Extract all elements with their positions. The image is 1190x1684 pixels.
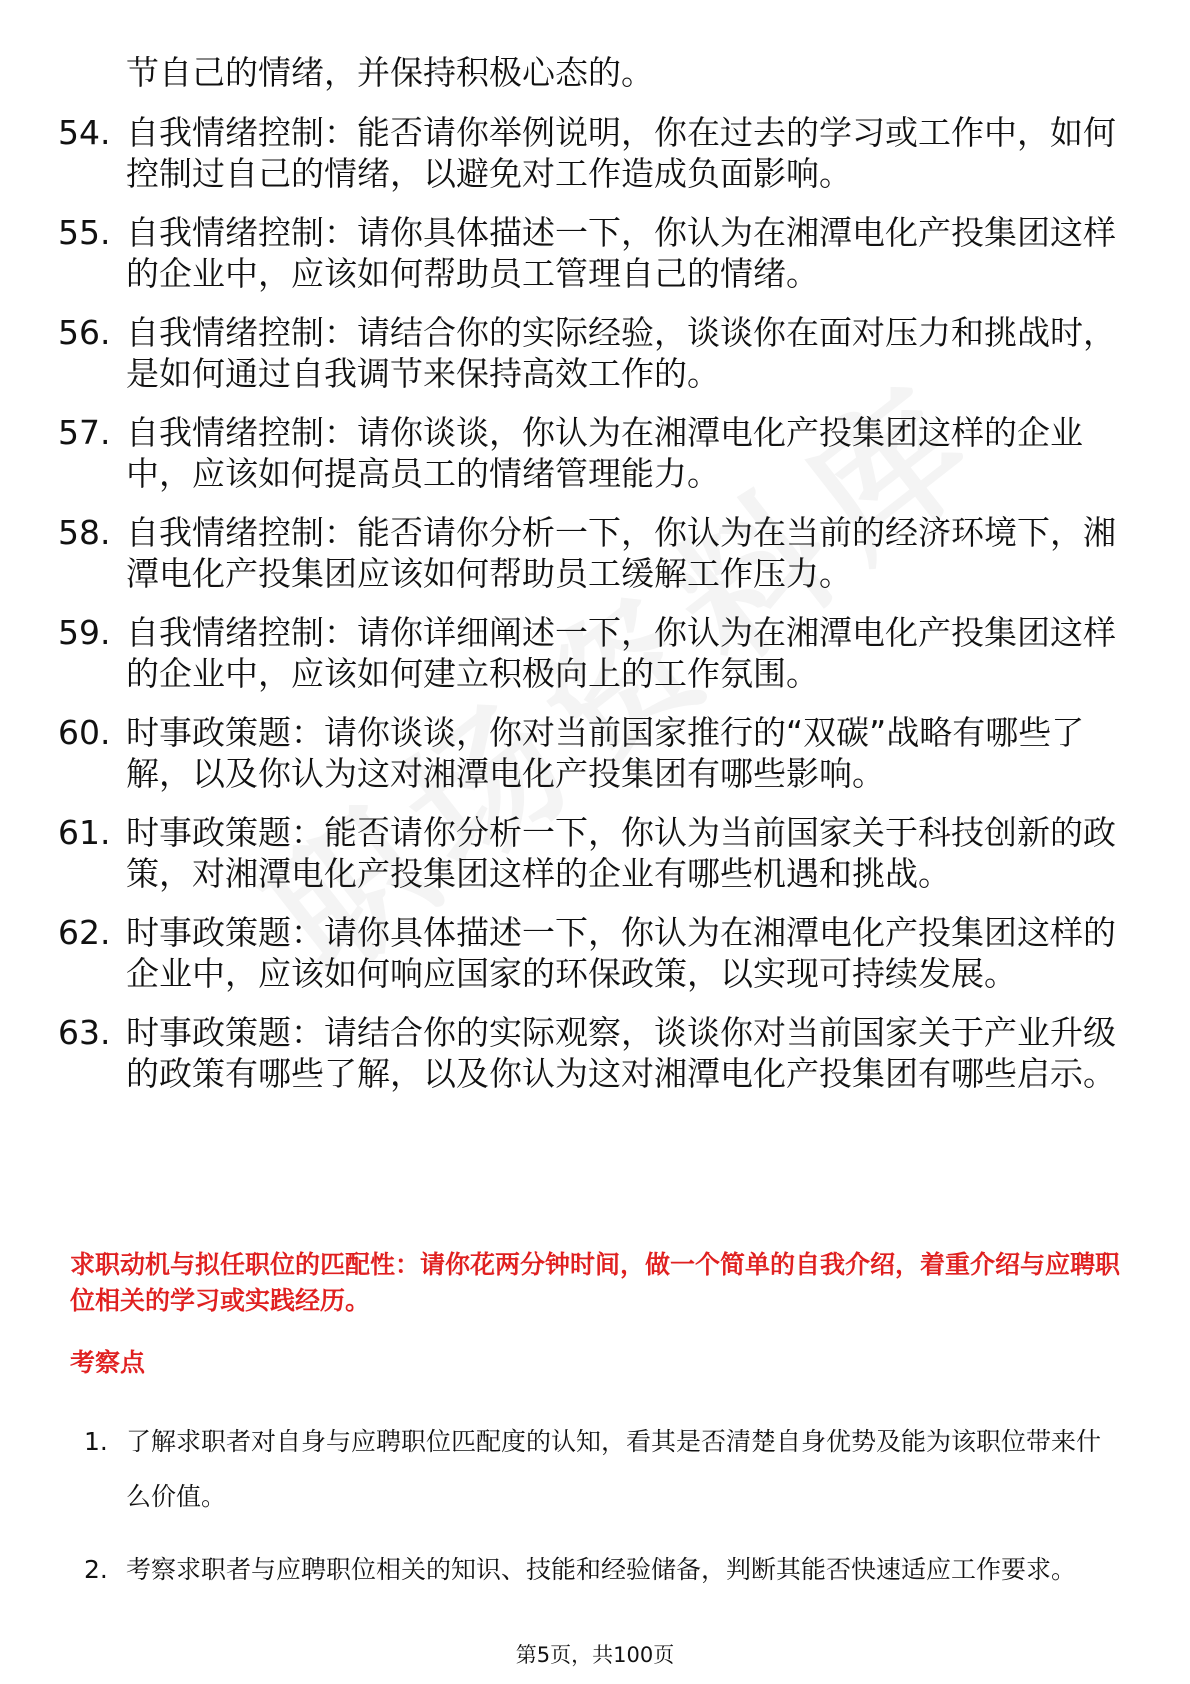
item-text: 自我情绪控制：能否请你举例说明，你在过去的学习或工作中，如何控制过自己的情绪，以避免对工作造成负面影响。 bbox=[126, 113, 1116, 193]
item-text: 时事政策题：请结合你的实际观察，谈谈你对当前国家关于产业升级的政策有哪些了解，以及你认为这对湘潭电化产投集团有哪些启示。 bbox=[126, 1013, 1116, 1093]
item-text: 自我情绪控制：请你详细阐述一下，你认为在湘潭电化产投集团这样的企业中，应该如何建立积极向上的工作氛围。 bbox=[126, 613, 1116, 693]
list-item bbox=[58, 912, 1118, 994]
continued-text: 节自己的情绪，并保持积极心态的。 bbox=[126, 53, 654, 92]
item-text: 自我情绪控制：请你谈谈，你认为在湘潭电化产投集团这样的企业中，应该如何提高员工的情绪管理能力。 bbox=[126, 413, 1083, 493]
item-number: 60. bbox=[58, 713, 111, 752]
item-number: 63. bbox=[58, 1013, 111, 1052]
list-item bbox=[58, 812, 1118, 894]
section-title: 考察点 bbox=[70, 1348, 146, 1377]
list-item bbox=[58, 612, 1118, 694]
item-number: 55. bbox=[58, 213, 111, 252]
item-text: 考察求职者与应聘职位相关的知识、技能和经验储备，判断其能否快速适应工作要求。 bbox=[126, 1555, 1077, 1584]
item-text: 自我情绪控制：请结合你的实际经验，谈谈你在面对压力和挑战时，是如何通过自我调节来保持高效工作的。 bbox=[126, 313, 1116, 393]
list-item bbox=[58, 1012, 1118, 1094]
item-number: 2. bbox=[84, 1555, 108, 1584]
item-text: 自我情绪控制：请你具体描述一下，你认为在湘潭电化产投集团这样的企业中，应该如何帮助员工管理自己的情绪。 bbox=[126, 213, 1116, 293]
item-number: 1. bbox=[84, 1427, 108, 1456]
item-text: 时事政策题：请你具体描述一下，你认为在湘潭电化产投集团这样的企业中，应该如何响应国家的环保政策，以实现可持续发展。 bbox=[126, 913, 1116, 993]
item-number: 59. bbox=[58, 613, 111, 652]
page-footer: 第5页，共100页 bbox=[515, 1643, 675, 1667]
list-item bbox=[84, 1542, 1119, 1597]
question-list bbox=[58, 112, 1118, 1112]
item-text: 自我情绪控制：能否请你分析一下，你认为在当前的经济环境下，湘潭电化产投集团应该如何帮助员工缓解工作压力。 bbox=[126, 513, 1116, 593]
item-number: 61. bbox=[58, 813, 111, 852]
list-item bbox=[58, 212, 1118, 294]
list-item bbox=[58, 112, 1118, 194]
featured-question: 求职动机与拟任职位的匹配性：请你花两分钟时间，做一个简单的自我介绍，着重介绍与应聘职位相关的学习或实践经历。 bbox=[70, 1250, 1121, 1315]
list-item bbox=[58, 712, 1118, 794]
list-item bbox=[58, 412, 1118, 494]
item-number: 56. bbox=[58, 313, 111, 352]
item-text: 时事政策题：请你谈谈，你对当前国家推行的“双碳”战略有哪些了解，以及你认为这对湘潭电化产投集团有哪些影响。 bbox=[126, 713, 1085, 793]
list-item bbox=[84, 1414, 1119, 1524]
list-item bbox=[58, 312, 1118, 394]
item-number: 54. bbox=[58, 113, 111, 152]
item-text: 时事政策题：能否请你分析一下，你认为当前国家关于科技创新的政策，对湘潭电化产投集团这样的企业有哪些机遇和挑战。 bbox=[126, 813, 1116, 893]
item-text: 了解求职者对自身与应聘职位匹配度的认知，看其是否清楚自身优势及能为该职位带来什么价值。 bbox=[126, 1427, 1102, 1511]
item-number: 62. bbox=[58, 913, 111, 952]
list-item bbox=[58, 512, 1118, 594]
item-number: 57. bbox=[58, 413, 111, 452]
item-number: 58. bbox=[58, 513, 111, 552]
assessment-points bbox=[84, 1414, 1119, 1615]
